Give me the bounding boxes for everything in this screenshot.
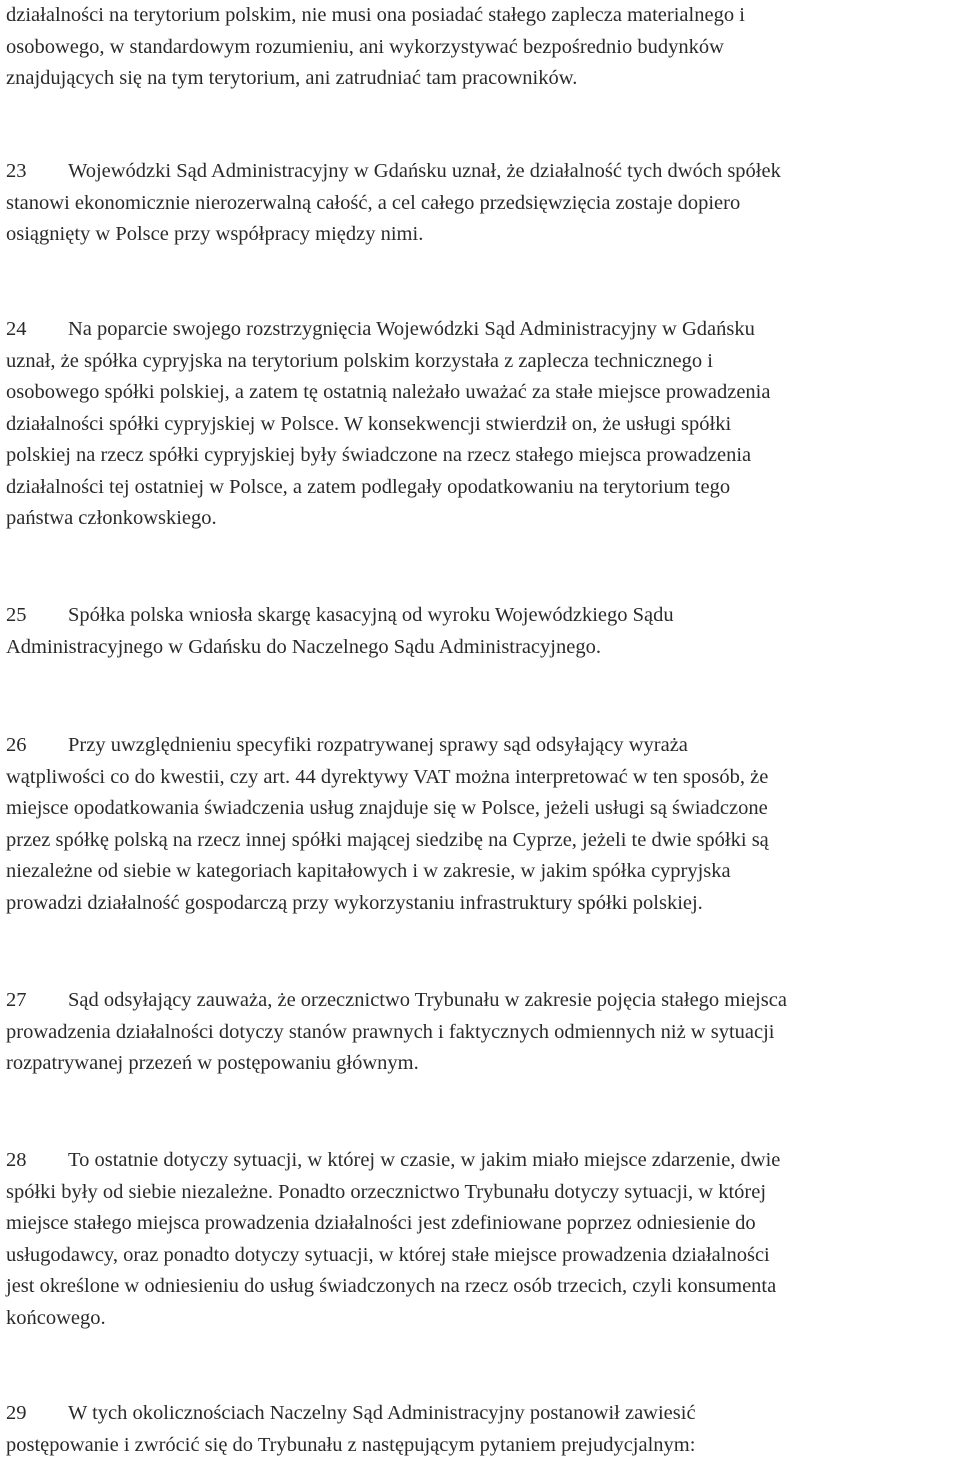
text-line: działalności tej ostatniej w Polsce, a zatem podlegały opodatkowaniu na terytorium tego bbox=[6, 472, 956, 504]
text-line: działalności spółki cypryjskiej w Polsce. W konsekwencji stwierdził on, że usługi spółki bbox=[6, 409, 956, 441]
text-line: końcowego. bbox=[6, 1303, 956, 1335]
paragraph-number: 24 bbox=[6, 314, 68, 346]
paragraph-number: 28 bbox=[6, 1145, 68, 1177]
line-text: Na poparcie swojego rozstrzygnięcia Wojewódzki Sąd Administracyjny w Gdańsku bbox=[68, 318, 755, 340]
text-line bbox=[6, 156, 956, 188]
text-line: prowadzi działalność gospodarczą przy wykorzystaniu infrastruktury spółki polskiej. bbox=[6, 888, 956, 920]
text-line: postępowanie i zwrócić się do Trybunału z następującym pytaniem prejudycjalnym: bbox=[6, 1430, 956, 1461]
text-line bbox=[6, 314, 956, 346]
line-text: Wojewódzki Sąd Administracyjny w Gdańsku uznał, że działalność tych dwóch spółek bbox=[68, 160, 781, 182]
paragraph-number: 25 bbox=[6, 600, 68, 632]
text-line bbox=[6, 1145, 956, 1177]
text-line: wątpliwości co do kwestii, czy art. 44 dyrektywy VAT można interpretować w ten sposób, że bbox=[6, 762, 956, 794]
text-line: znajdujących się na tym terytorium, ani zatrudniać tam pracowników. bbox=[6, 63, 956, 95]
paragraph-number: 23 bbox=[6, 156, 68, 188]
text-line: państwa członkowskiego. bbox=[6, 503, 956, 535]
text-line bbox=[6, 1398, 956, 1430]
paragraph-number: 29 bbox=[6, 1398, 68, 1430]
paragraph-24 bbox=[6, 314, 956, 535]
paragraph-28 bbox=[6, 1145, 956, 1334]
paragraph-29 bbox=[6, 1398, 956, 1461]
text-line: polskiej na rzecz spółki cypryjskiej były świadczone na rzecz stałego miejsca prowadzenia bbox=[6, 440, 956, 472]
text-line: Administracyjnego w Gdańsku do Naczelnego Sądu Administracyjnego. bbox=[6, 632, 956, 664]
paragraph-26 bbox=[6, 730, 956, 919]
text-line: usługodawcy, oraz ponadto dotyczy sytuacji, w której stałe miejsce prowadzenia działalności bbox=[6, 1240, 956, 1272]
text-line: niezależne od siebie w kategoriach kapitałowych i w zakresie, w jakim spółka cypryjska bbox=[6, 856, 956, 888]
text-line: osiągnięty w Polsce przy współpracy między nimi. bbox=[6, 219, 956, 251]
lead-paragraph bbox=[6, 0, 956, 95]
text-line bbox=[6, 985, 956, 1017]
text-line: miejsce stałego miejsca prowadzenia działalności jest zdefiniowane poprzez odniesienie do bbox=[6, 1208, 956, 1240]
paragraph-number: 27 bbox=[6, 985, 68, 1017]
paragraph-27 bbox=[6, 985, 956, 1080]
text-line: miejsce opodatkowania świadczenia usług znajduje się w Polsce, jeżeli usługi są świadczone bbox=[6, 793, 956, 825]
text-line: osobowego, w standardowym rozumieniu, ani wykorzystywać bezpośrednio budynków bbox=[6, 32, 956, 64]
text-line: osobowego spółki polskiej, a zatem tę ostatnią należało uważać za stałe miejsce prowadzenia bbox=[6, 377, 956, 409]
line-text: Sąd odsyłający zauważa, że orzecznictwo Trybunału w zakresie pojęcia stałego miejsca bbox=[68, 989, 787, 1011]
text-line bbox=[6, 600, 956, 632]
text-line: jest określone w odniesieniu do usług świadczonych na rzecz osób trzecich, czyli konsumenta bbox=[6, 1271, 956, 1303]
paragraph-23 bbox=[6, 156, 956, 251]
text-line: stanowi ekonomicznie nierozerwalną całość, a cel całego przedsięwzięcia zostaje dopiero bbox=[6, 188, 956, 220]
paragraph-number: 26 bbox=[6, 730, 68, 762]
line-text: W tych okolicznościach Naczelny Sąd Administracyjny postanowił zawiesić bbox=[68, 1402, 696, 1424]
line-text: Spółka polska wniosła skargę kasacyjną od wyroku Wojewódzkiego Sądu bbox=[68, 604, 674, 626]
text-line: działalności na terytorium polskim, nie musi ona posiadać stałego zaplecza materialnego i bbox=[6, 0, 956, 32]
paragraph-25 bbox=[6, 600, 956, 663]
line-text: To ostatnie dotyczy sytuacji, w której w czasie, w jakim miało miejsce zdarzenie, dwie bbox=[68, 1149, 780, 1171]
text-line: uznał, że spółka cypryjska na terytorium polskim korzystała z zaplecza technicznego i bbox=[6, 346, 956, 378]
line-text: Przy uwzględnieniu specyfiki rozpatrywanej sprawy sąd odsyłający wyraża bbox=[68, 734, 688, 756]
text-line: rozpatrywanej przezeń w postępowaniu głównym. bbox=[6, 1048, 956, 1080]
text-line: spółki były od siebie niezależne. Ponadto orzecznictwo Trybunału dotyczy sytuacji, w której bbox=[6, 1177, 956, 1209]
text-line bbox=[6, 730, 956, 762]
text-line: prowadzenia działalności dotyczy stanów prawnych i faktycznych odmiennych niż w sytuacji bbox=[6, 1017, 956, 1049]
text-line: przez spółkę polską na rzecz innej spółki mającej siedzibę na Cyprze, jeżeli te dwie spółki są bbox=[6, 825, 956, 857]
